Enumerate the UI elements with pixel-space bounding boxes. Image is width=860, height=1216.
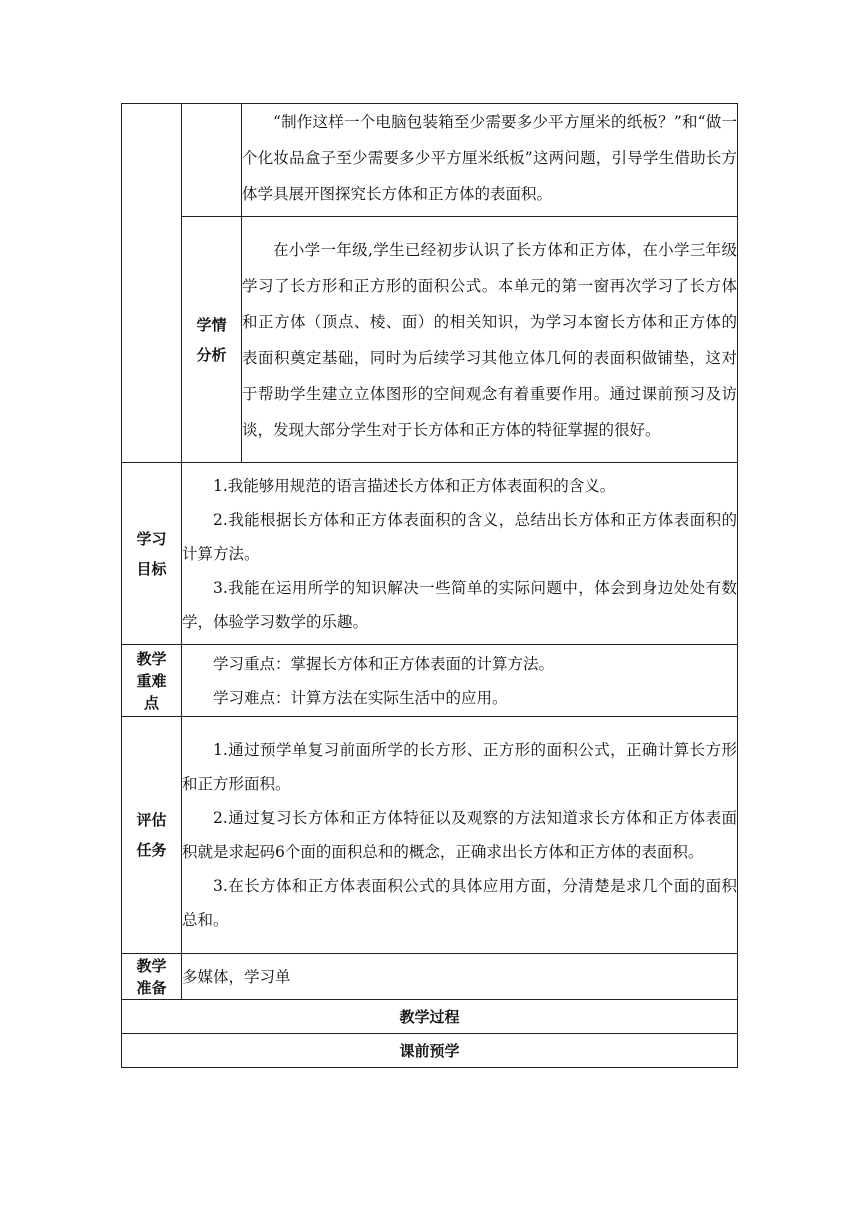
assessment-item: 3.在长方体和正方体表面积公式的具体应用方面，分清楚是求几个面的面积总和。 (182, 877, 737, 929)
learning-goal-item: 3.我能在运用所学的知识解决一些简单的实际问题中，体会到身边处处有数学，体验学习数学的乐趣。 (182, 578, 737, 631)
key-point-item: 学习难点：计算方法在实际生活中的应用。 (213, 688, 508, 707)
assessment-label-line1: 评估 (136, 811, 167, 829)
preparation-row (122, 954, 738, 1000)
intro-text: “制作这样一个电脑包装箱至少需要多少平方厘米的纸板？”和“做一个化妆品盒子至少需要多少平方厘米纸板”这两问题，引导学生借助长方体学具展开图探究长方体和正方体的表面积。 (242, 113, 737, 203)
preparation-label-line1: 教学 (136, 956, 167, 975)
assessment-label (122, 717, 182, 954)
assessment-label-line2: 任务 (136, 841, 167, 859)
assessment-row (122, 717, 738, 954)
intro-content-cell (242, 104, 738, 217)
preparation-label (122, 954, 182, 1000)
learning-goal-item: 2.我能根据长方体和正方体表面积的含义，总结出长方体和正方体表面积的计算方法。 (182, 510, 737, 563)
learning-goals-content (182, 463, 738, 645)
assessment-item: 1.通过预学单复习前面所学的长方形、正方形的面积公式，正确计算长方形和正方形面积。 (182, 741, 737, 793)
intro-row (122, 104, 738, 217)
outer-left-cell (122, 104, 182, 463)
learning-goals-label-line1: 学习 (136, 529, 167, 548)
learning-goals-label-line2: 目标 (136, 559, 167, 578)
learning-goals-label (122, 463, 182, 645)
student-analysis-label-line2: 分析 (196, 345, 227, 364)
key-points-row (122, 645, 738, 717)
lesson-plan-table (121, 103, 738, 1068)
process-header: 教学过程 (122, 1000, 738, 1034)
key-points-label (122, 645, 182, 717)
preview-header: 课前预学 (122, 1034, 738, 1068)
key-points-label-line1: 教学 (136, 649, 167, 668)
assessment-item: 2.通过复习长方体和正方体特征以及观察的方法知道求长方体和正方体表面积就是求起码6个面的面积总和的概念，正确求出长方体和正方体的表面积。 (182, 809, 737, 861)
key-points-content (182, 645, 738, 717)
student-analysis-content (242, 217, 738, 463)
preparation-content (182, 954, 738, 1000)
preview-header-row (122, 1034, 738, 1068)
student-analysis-label-line1: 学情 (196, 315, 227, 334)
assessment-content (182, 717, 738, 954)
key-points-label-line3: 点 (143, 693, 159, 712)
student-analysis-label (182, 217, 242, 463)
key-point-item: 学习重点：掌握长方体和正方体表面的计算方法。 (213, 654, 555, 673)
preparation-label-line2: 准备 (136, 978, 167, 997)
student-analysis-row (122, 217, 738, 463)
preparation-text: 多媒体，学习单 (182, 967, 291, 986)
key-points-label-line2: 重难 (136, 671, 167, 690)
student-analysis-text: 在小学一年级,学生已经初步认识了长方体和正方体，在小学三年级学习了长方形和正方形的面积公式。本单元的第一窗再次学习了长方体和正方体（顶点、棱、面）的相关知识，为学习本窗长方体和正方体的表面积奠定基础，同时为后续学习其他立体几何的表面积做铺垫，这对于帮助学生建立立体图形的空间观念有着重要作用。通过课前预习及访谈，发现大部分学生对于长方体和正方体的特征掌握的很好。 (242, 240, 737, 439)
learning-goal-item: 1.我能够用规范的语言描述长方体和正方体表面积的含义。 (213, 476, 616, 495)
intro-label-cell (182, 104, 242, 217)
process-header-row (122, 1000, 738, 1034)
learning-goals-row (122, 463, 738, 645)
